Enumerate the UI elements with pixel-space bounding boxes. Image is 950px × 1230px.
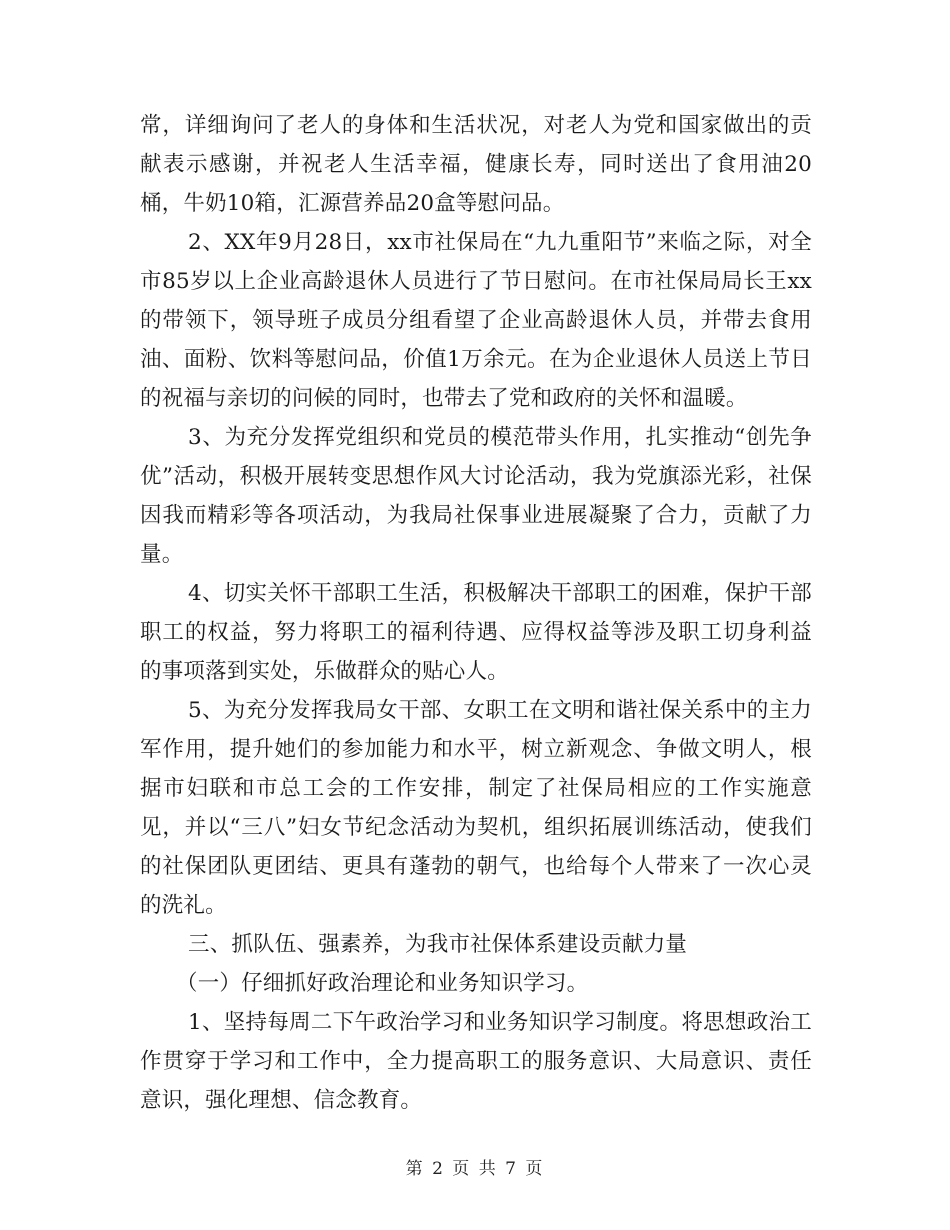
section-heading: 三、抓队伍、强素养，为我市社保体系建设贡献力量 [188,932,688,957]
page-number-footer: 第 2 页 共 7 页 [405,1159,545,1179]
paragraph-item-3: 3、为充分发挥党组织和党员的模范带头作用，扎实推动“创先争优”活动，积极开展转变思想作风大讨论活动，我为党旗添光彩，社保因我而精彩等各项活动，为我局社保事业进展凝聚了合力，贡献了力量。 [140,425,812,567]
paragraph-item-5: 5、为充分发挥我局女干部、女职工在文明和谐社保关系中的主力军作用，提升她们的参加能力和水平，树立新观念、争做文明人，根据市妇联和市总工会的工作安排，制定了社保局相应的工作实施意见，并以“三八”妇女节纪念活动为契机，组织拓展训练活动，使我们的社保团队更团结、更具有蓬勃的朝气，也给每个人带来了一次心灵的洗礼。 [140,698,812,918]
subsection-heading: （一）仔细抓好政治理论和业务知识学习。 [176,971,589,996]
paragraph-item-2: 2、XX年9月28日，xx市社保局在“九九重阳节”来临之际，对全市85岁以上企业高龄退休人员进行了节日慰问。在市社保局局长王xx的带领下，领导班子成员分组看望了企业高龄退休人员，并带去食用油、面粉、饮料等慰问品，价值1万余元。在为企业退休人员送上节日的祝福与亲切的问候的同时，也带去了党和政府的关怀和温暖。 [140,230,812,411]
document-body [140,106,812,1120]
paragraph-item-4: 4、切实关怀干部职工生活，积极解决干部职工的困难，保护干部职工的权益，努力将职工的福利待遇、应得权益等涉及职工切身利益的事项落到实处，乐做群众的贴心人。 [140,581,812,684]
paragraph-study-item-1: 1、坚持每周二下午政治学习和业务知识学习制度。将思想政治工作贯穿于学习和工作中，全力提高职工的服务意识、大局意识、责任意识，强化理想、信念教育。 [140,1010,812,1113]
paragraph-continued: 常，详细询问了老人的身体和生活状况，对老人为党和国家做出的贡献表示感谢，并祝老人生活幸福，健康长寿，同时送出了食用油20桶，牛奶10箱，汇源营养品20盒等慰问品。 [140,113,812,216]
